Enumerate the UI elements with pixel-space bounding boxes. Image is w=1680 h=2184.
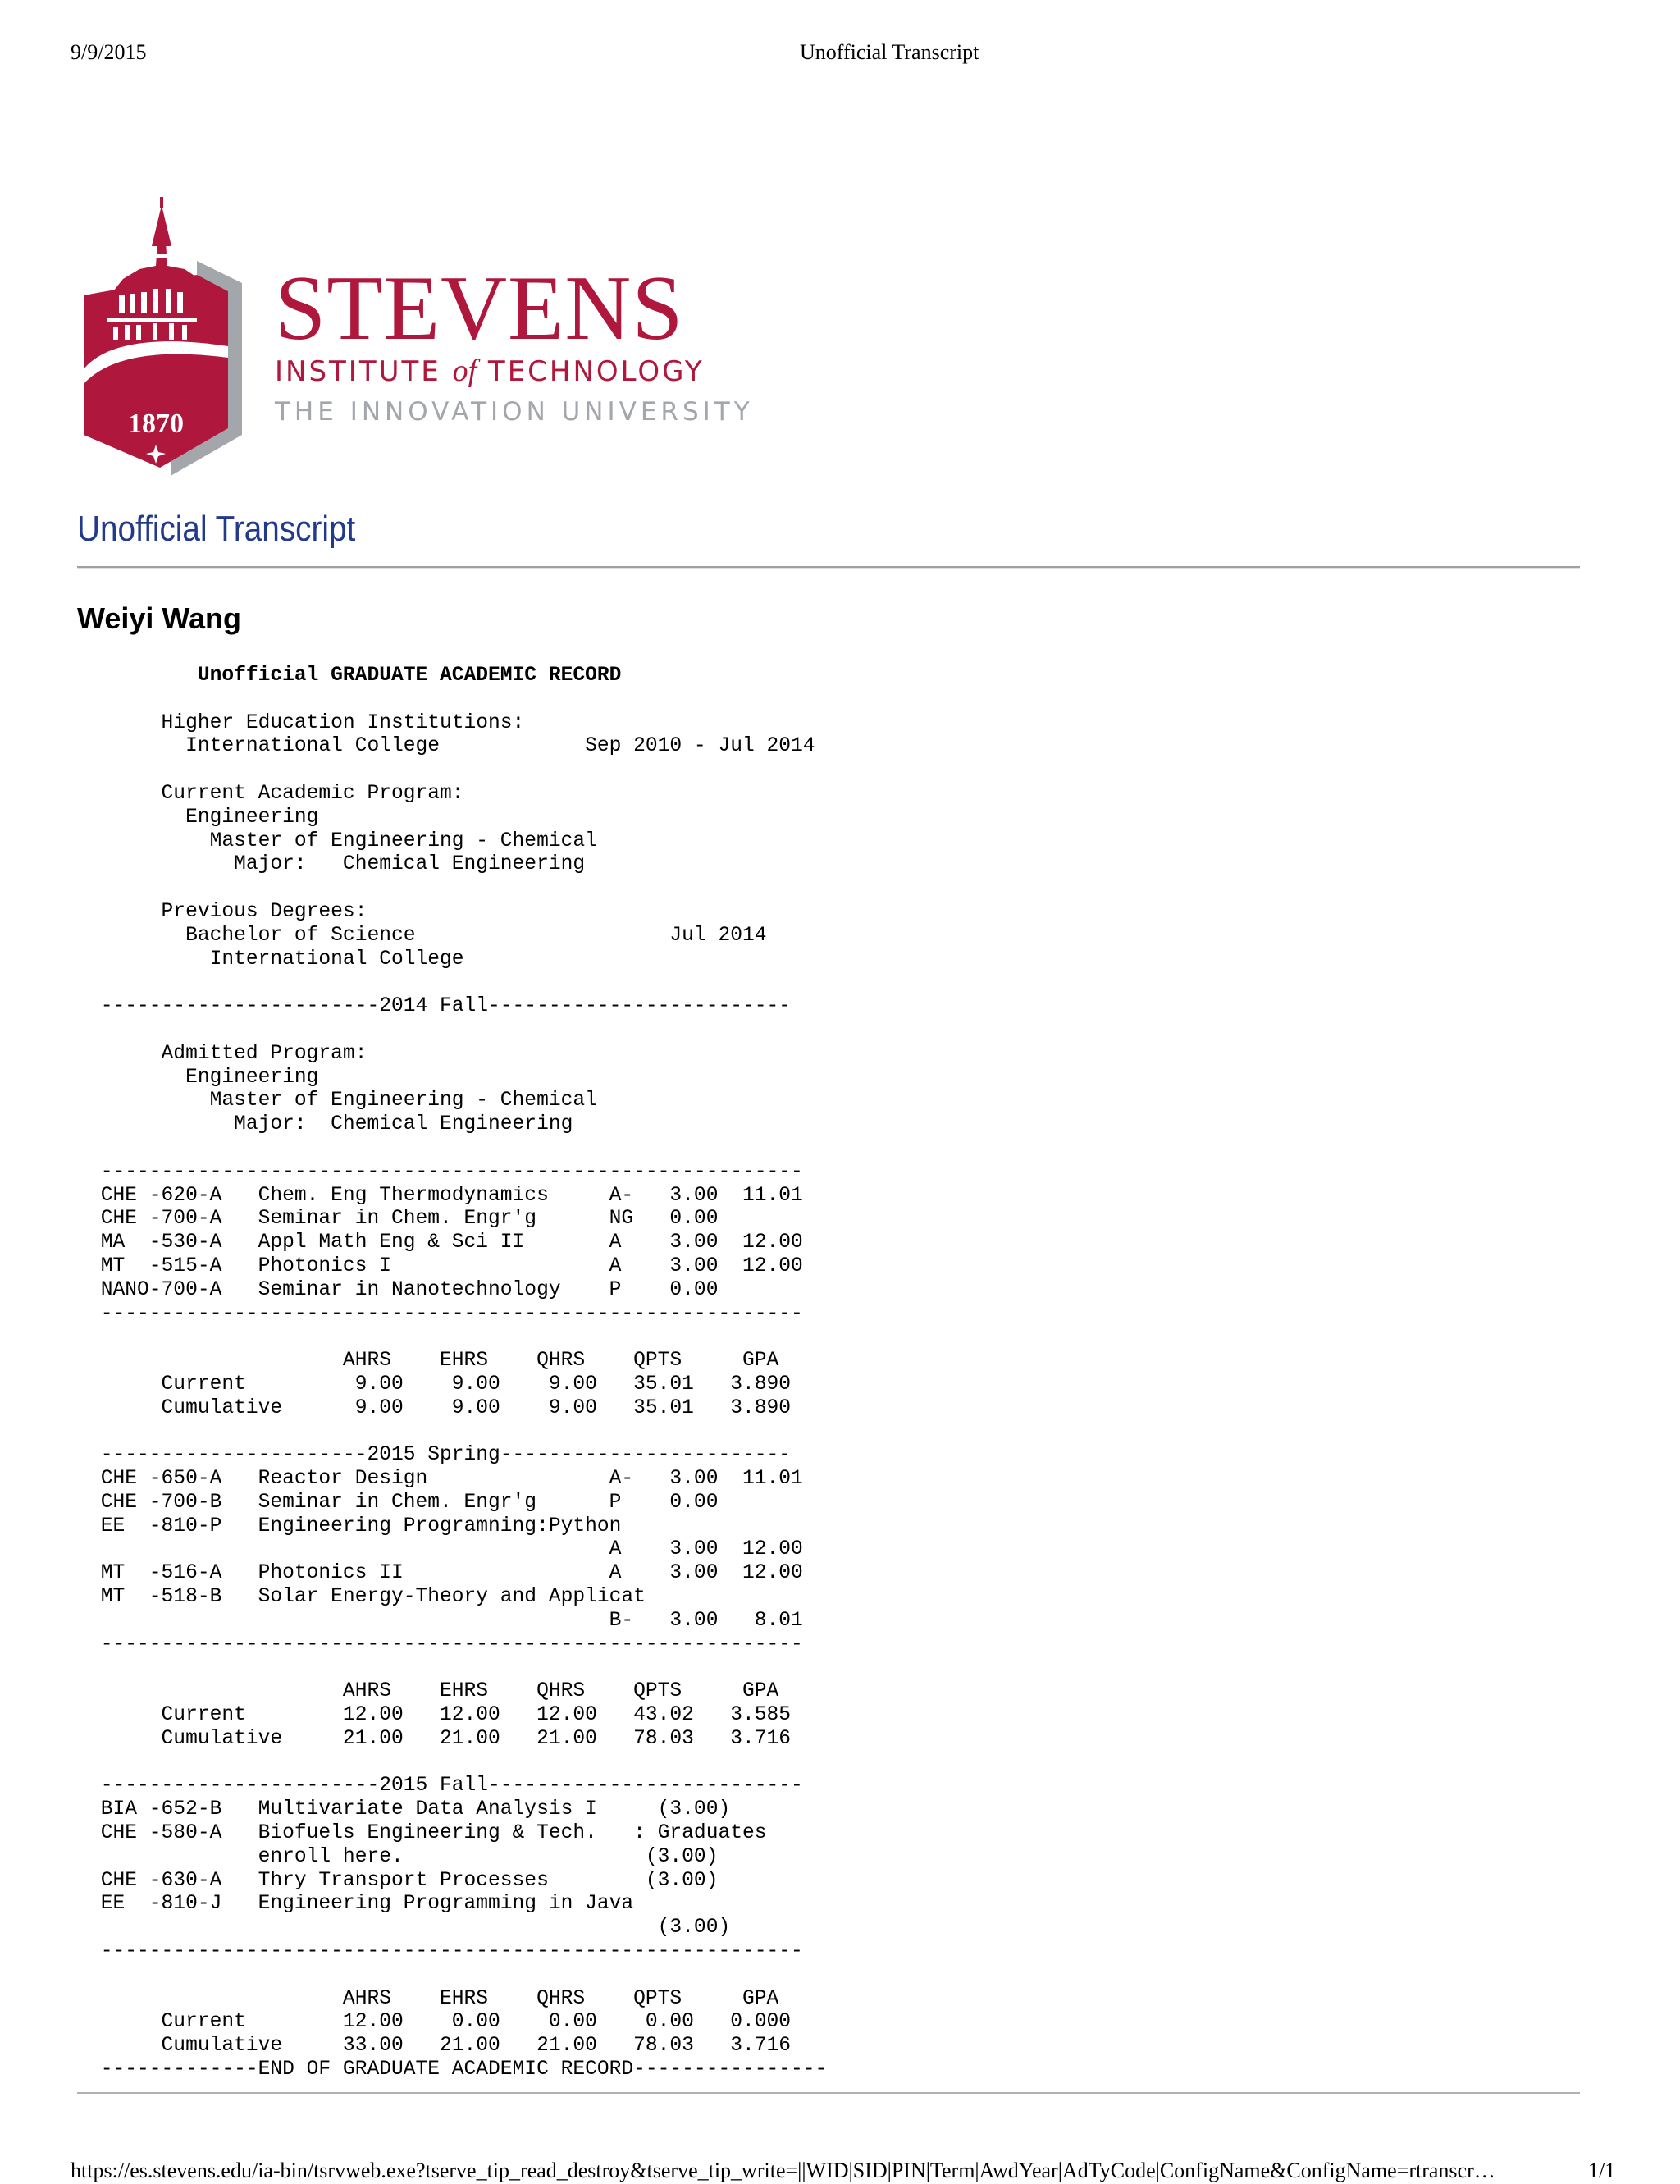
record-line — [89, 1019, 827, 1043]
record-line: MT -516-A Photonics II A 3.00 12.00 — [89, 1562, 803, 1585]
record-line: ---------------------------------------------------------- — [89, 1302, 803, 1325]
page-title: Unofficial Transcript — [77, 509, 356, 549]
record-line: A 3.00 12.00 — [89, 1538, 803, 1561]
stevens-logo — [74, 197, 754, 476]
footer-divider — [77, 2092, 1580, 2094]
record-line: B- 3.00 8.01 — [89, 1609, 803, 1632]
record-line: ---------------------------------------------------------- — [89, 1160, 803, 1183]
record-line: Major: Chemical Engineering — [89, 853, 586, 876]
student-name: Weiyi Wang — [77, 601, 242, 635]
record-line — [89, 1421, 827, 1445]
record-line — [89, 1656, 827, 1680]
record-line: AHRS EHRS QHRS QPTS GPA — [89, 1680, 779, 1703]
record-line: CHE -700-B Seminar in Chem. Engr'g P 0.00 — [89, 1491, 719, 1514]
crest-year: 1870 — [128, 409, 184, 439]
record-line: MT -518-B Solar Energy-Theory and Applicat — [89, 1586, 646, 1609]
record-line: CHE -620-A Chem. Eng Thermodynamics A- 3.00 11.01 — [89, 1184, 803, 1207]
record-line: enroll here. (3.00) — [89, 1845, 719, 1868]
record-line — [89, 971, 827, 995]
record-line: Engineering — [89, 1066, 319, 1089]
stevens-crest-icon — [74, 197, 254, 476]
record-line: -----------------------2014 Fall------------------------- — [89, 995, 792, 1018]
record-line: Cumulative 33.00 21.00 21.00 78.03 3.716 — [89, 2035, 792, 2058]
record-line: MA -530-A Appl Math Eng & Sci II A 3.00 12.00 — [89, 1231, 803, 1254]
record-line: Admitted Program: — [89, 1042, 368, 1065]
record-line — [89, 688, 827, 712]
record-line: CHE -700-A Seminar in Chem. Engr'g NG 0.00 — [89, 1208, 719, 1231]
record-line: Current 9.00 9.00 9.00 35.01 3.890 — [89, 1373, 792, 1396]
record-line — [89, 877, 827, 901]
logo-subtitle: INSTITUTE of TECHNOLOGY — [275, 354, 705, 388]
record-line: Master of Engineering - Chemical — [89, 1090, 597, 1113]
record-line: Cumulative 9.00 9.00 9.00 35.01 3.890 — [89, 1396, 792, 1419]
record-line: NANO-700-A Seminar in Nanotechnology P 0.00 — [89, 1278, 719, 1301]
print-header-title: Unofficial Transcript — [800, 40, 979, 64]
page-number: 1/1 — [1588, 2159, 1616, 2182]
record-line: ---------------------------------------------------------- — [89, 1940, 803, 1963]
record-line — [89, 1964, 827, 1988]
record-line: International College Sep 2010 - Jul 2014 — [89, 735, 815, 758]
record-line — [89, 1137, 827, 1161]
record-line: BIA -652-B Multivariate Data Analysis I (3.00) — [89, 1798, 731, 1821]
record-line: Previous Degrees: — [89, 900, 368, 923]
record-line: AHRS EHRS QHRS QPTS GPA — [89, 1987, 779, 2010]
record-line: Cumulative 21.00 21.00 21.00 78.03 3.716 — [89, 1727, 792, 1750]
record-line: -----------------------2015 Fall-------------------------- — [89, 1775, 803, 1798]
record-line: Major: Chemical Engineering — [89, 1113, 573, 1136]
record-line: CHE -650-A Reactor Design A- 3.00 11.01 — [89, 1468, 803, 1491]
page-url: https://es.stevens.edu/ia-bin/tsrvweb.exe?tserve_tip_read_destroy&tserve_tip_write=||WID|SID|PIN|Term|AwdYear|AdTyCode|ConfigName&ConfigName=rtranscr… — [71, 2159, 1495, 2182]
record-line — [89, 1326, 827, 1350]
record-line: EE -810-J Engineering Programming in Java — [89, 1893, 634, 1916]
print-date: 9/9/2015 — [71, 40, 147, 64]
record-line: Bachelor of Science Jul 2014 — [89, 924, 767, 947]
record-line: CHE -630-A Thry Transport Processes (3.00) — [89, 1869, 719, 1892]
record-line: (3.00) — [89, 1917, 731, 1940]
record-line: Current 12.00 12.00 12.00 43.02 3.585 — [89, 1704, 792, 1727]
record-line: Current Academic Program: — [89, 782, 464, 805]
logo-tagline: THE INNOVATION UNIVERSITY — [275, 397, 754, 427]
record-line: -------------END OF GRADUATE ACADEMIC RECORD---------------- — [89, 2058, 828, 2081]
record-line: Unofficial GRADUATE ACADEMIC RECORD — [89, 665, 622, 687]
record-line: Engineering — [89, 806, 319, 829]
record-line: ---------------------------------------------------------- — [89, 1633, 803, 1656]
academic-record — [89, 665, 827, 2082]
record-line: Master of Engineering - Chemical — [89, 829, 597, 852]
logo-wordmark: STEVENS — [275, 258, 684, 359]
record-line: Current 12.00 0.00 0.00 0.00 0.000 — [89, 2011, 792, 2034]
record-line: Higher Education Institutions: — [89, 711, 525, 734]
record-line — [89, 1752, 827, 1775]
record-line: AHRS EHRS QHRS QPTS GPA — [89, 1350, 779, 1373]
record-line — [89, 759, 827, 783]
title-divider — [77, 566, 1580, 569]
record-line: EE -810-P Engineering Programning:Python — [89, 1515, 622, 1537]
record-line: CHE -580-A Biofuels Engineering & Tech. : Graduates — [89, 1822, 767, 1845]
record-line: ----------------------2015 Spring------------------------ — [89, 1444, 792, 1467]
record-line: International College — [89, 948, 464, 971]
record-line: MT -515-A Photonics I A 3.00 12.00 — [89, 1254, 803, 1277]
